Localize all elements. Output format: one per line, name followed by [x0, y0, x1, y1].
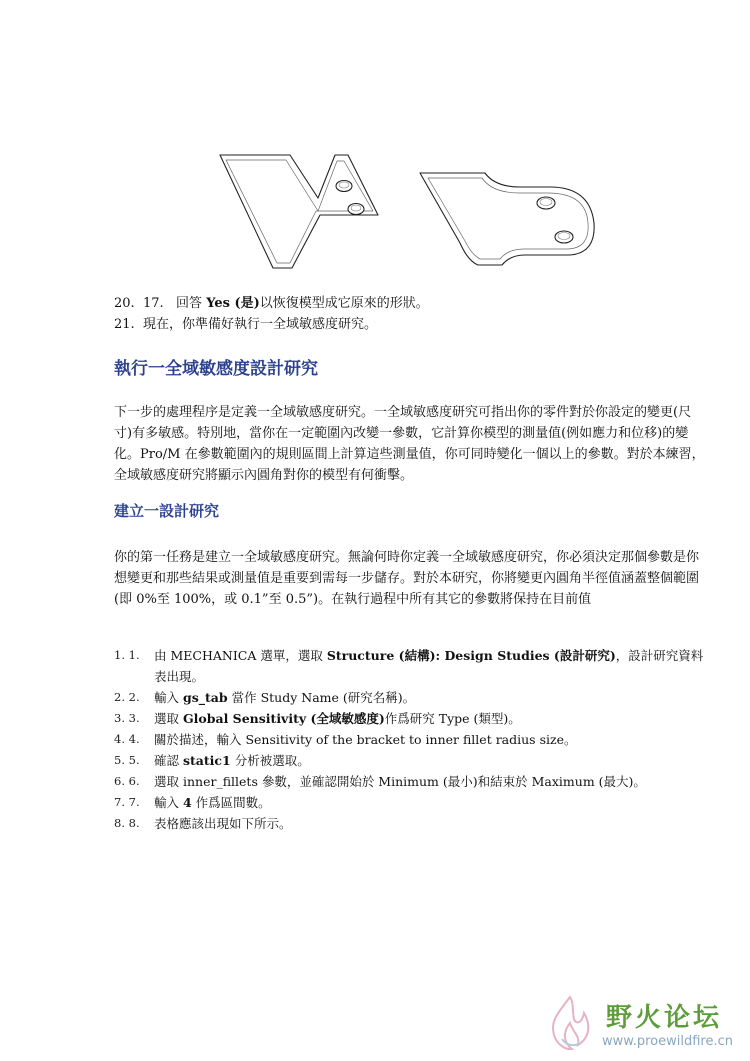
watermark-title: 野火论坛	[606, 1003, 723, 1033]
left-bracket-shape	[220, 155, 378, 268]
step-number: 20.	[114, 296, 135, 311]
list-item: 8. 8. 表格應該出現如下所示。	[114, 813, 714, 834]
list-number: 3. 3.	[114, 711, 140, 725]
procedure-list	[114, 645, 714, 834]
right-bracket-shape	[420, 173, 594, 265]
flame-logo-icon	[540, 993, 600, 1053]
task-paragraph: 你的第一任務是建立一全域敏感度研究。無論何時你定義一全域敏感度研究，你必須決定那個參數是你想變更和那些結果或測量值是重要到需每一步儲存。對於本研究，你將變更內圓角半徑值涵蓋整個範圍 (即 0%至 100%，或 0.1”至 0.5”)。在執行過程中所有其它的參數將保持在目前值	[114, 550, 700, 607]
watermark-url: www.proewildfire.cn	[602, 1034, 733, 1049]
list-item: 2. 2. 輸入 gs_tab 當作 Study Name (研究名稱)。	[114, 687, 714, 708]
list-number: 6. 6.	[114, 774, 140, 788]
watermark	[540, 993, 745, 1055]
step-subnumber: 17.	[142, 296, 164, 311]
list-number: 5. 5.	[114, 753, 140, 767]
step-bold: Yes (是)	[206, 296, 260, 311]
list-number: 7. 7.	[114, 795, 140, 809]
bracket-figure	[210, 143, 610, 283]
list-number: 8. 8.	[114, 816, 140, 830]
list-item: 6. 6. 選取 inner_fillets 參數，並確認開始於 Minimum (最小)和結束於 Maximum (最大)。	[114, 771, 714, 792]
step-text: 回答	[176, 296, 207, 311]
list-item: 3. 3. 選取 Global Sensitivity (全域敏感度)作爲研究 Type (類型)。	[114, 708, 714, 729]
list-number: 1. 1.	[114, 648, 140, 662]
list-item: 7. 7. 輸入 4 作爲區間數。	[114, 792, 714, 813]
step-text: 現在，你準備好執行一全域敏感度研究。	[142, 317, 377, 332]
step-number: 21.	[114, 317, 135, 332]
list-number: 4. 4.	[114, 732, 140, 746]
list-item: 1. 1. 由 MECHANICA 選單，選取 Structure (結構): Design Studies (設計研究)，設計研究資料表出現。	[114, 645, 714, 687]
subsection-heading: 建立一設計研究	[114, 502, 220, 520]
step-text-end: 以恢復模型成它原來的形狀。	[259, 296, 429, 311]
step-20	[114, 295, 429, 313]
intro-paragraph: 下一步的處理程序是定義一全域敏感度研究。一全域敏感度研究可指出你的零件對於你設定的變更(尺寸)有多敏感。特別地，當你在一定範圍內改變一參數，它計算你模型的測量值(例如應力和位移)的變化。Pro/M 在參數範圍內的規則區間上計算這些測量值，你可同時變化一個以上的參數。對於本練習，全域敏感度研究將顯示內圓角對你的模型有何衝擊。	[114, 405, 705, 483]
list-item: 5. 5. 確認 static1 分析被選取。	[114, 750, 714, 771]
list-item: 4. 4. 關於描述，輸入 Sensitivity of the bracket to inner fillet radius size。	[114, 729, 714, 750]
list-number: 2. 2.	[114, 690, 140, 704]
section-heading: 執行一全域敏感度設計研究	[114, 359, 318, 379]
step-21	[114, 316, 377, 334]
